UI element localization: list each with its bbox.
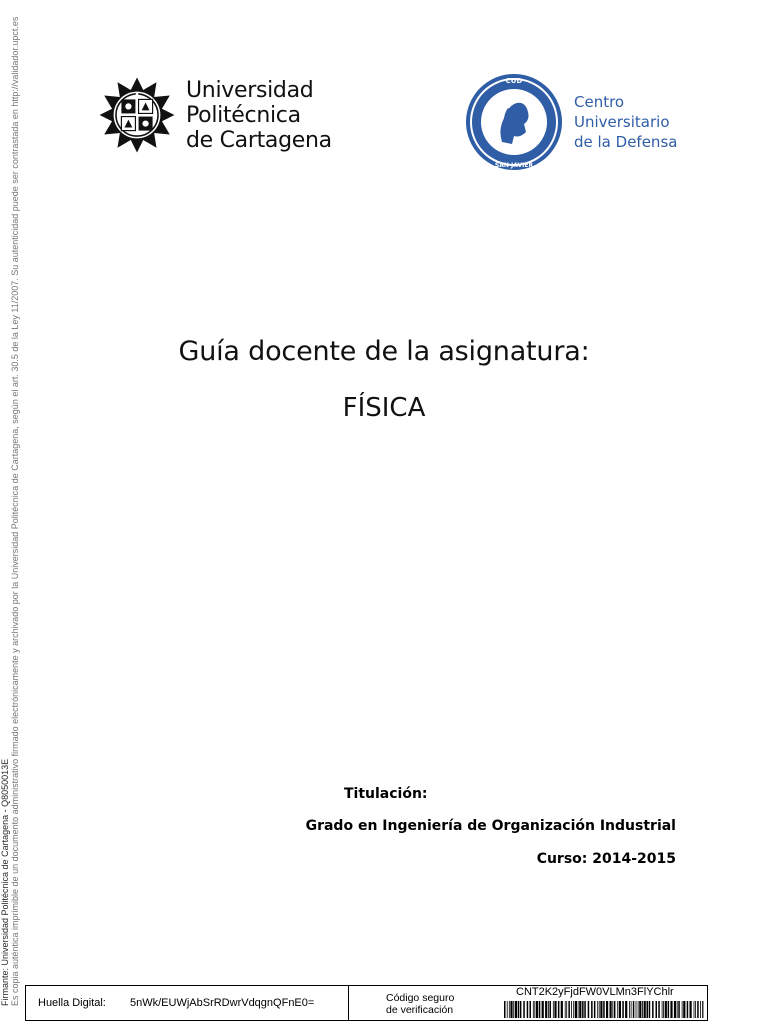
document-title: Guía docente de la asignatura: [178, 336, 590, 367]
academic-year: Curso: 2014-2015 [536, 851, 676, 867]
footer-divider [348, 986, 349, 1020]
upct-logo [98, 76, 332, 154]
upct-emblem-icon [98, 76, 176, 154]
subject-name: FÍSICA [342, 393, 426, 423]
upct-name [186, 78, 332, 153]
cud-logo [464, 72, 677, 172]
cud-name-line2: Universitario [574, 113, 670, 131]
verification-code-label [386, 992, 454, 1016]
cud-seal-top-text: CUD [505, 77, 523, 85]
verification-code-label-line1: Código seguro [386, 992, 455, 1004]
cud-seal-bottom-text: SAN JAVIER [494, 162, 534, 169]
barcode-icon [504, 1001, 704, 1018]
verification-code-value: CNT2K2yFjdFW0VLMn3FlYChlr [516, 986, 674, 998]
digital-fingerprint-value: 5nWk/EUWjAbSrRDwrVdqgnQFnE0= [130, 997, 315, 1009]
authenticity-notice: Es copia auténtica imprimible de un documento administrativo firmado electrónicamente y archivado por la Universidad Politécnica de Cartagena, según el art. 30.5 de la Ley 11/2007. Su autenticidad puede ser contrastada en http://validador.upct.es [10, 16, 20, 1006]
verification-footer [25, 985, 708, 1021]
digital-fingerprint-label: Huella Digital: [38, 997, 106, 1009]
degree-name: Grado en Ingeniería de Organización Industrial [305, 818, 676, 834]
cud-name-line3: de la Defensa [574, 133, 678, 151]
titulacion-label: Titulación: [344, 786, 428, 802]
upct-name-line1: Universidad [186, 77, 314, 103]
upct-name-line3: de Cartagena [186, 127, 332, 153]
cud-name-line1: Centro [574, 93, 625, 111]
signer-text: Firmante: Universidad Politécnica de Cartagena - Q8050013E [0, 758, 10, 1006]
verification-code-label-line2: de verificación [386, 1004, 454, 1016]
cud-name [574, 92, 677, 152]
upct-name-line2: Politécnica [186, 102, 301, 128]
cud-seal-icon [464, 72, 564, 172]
